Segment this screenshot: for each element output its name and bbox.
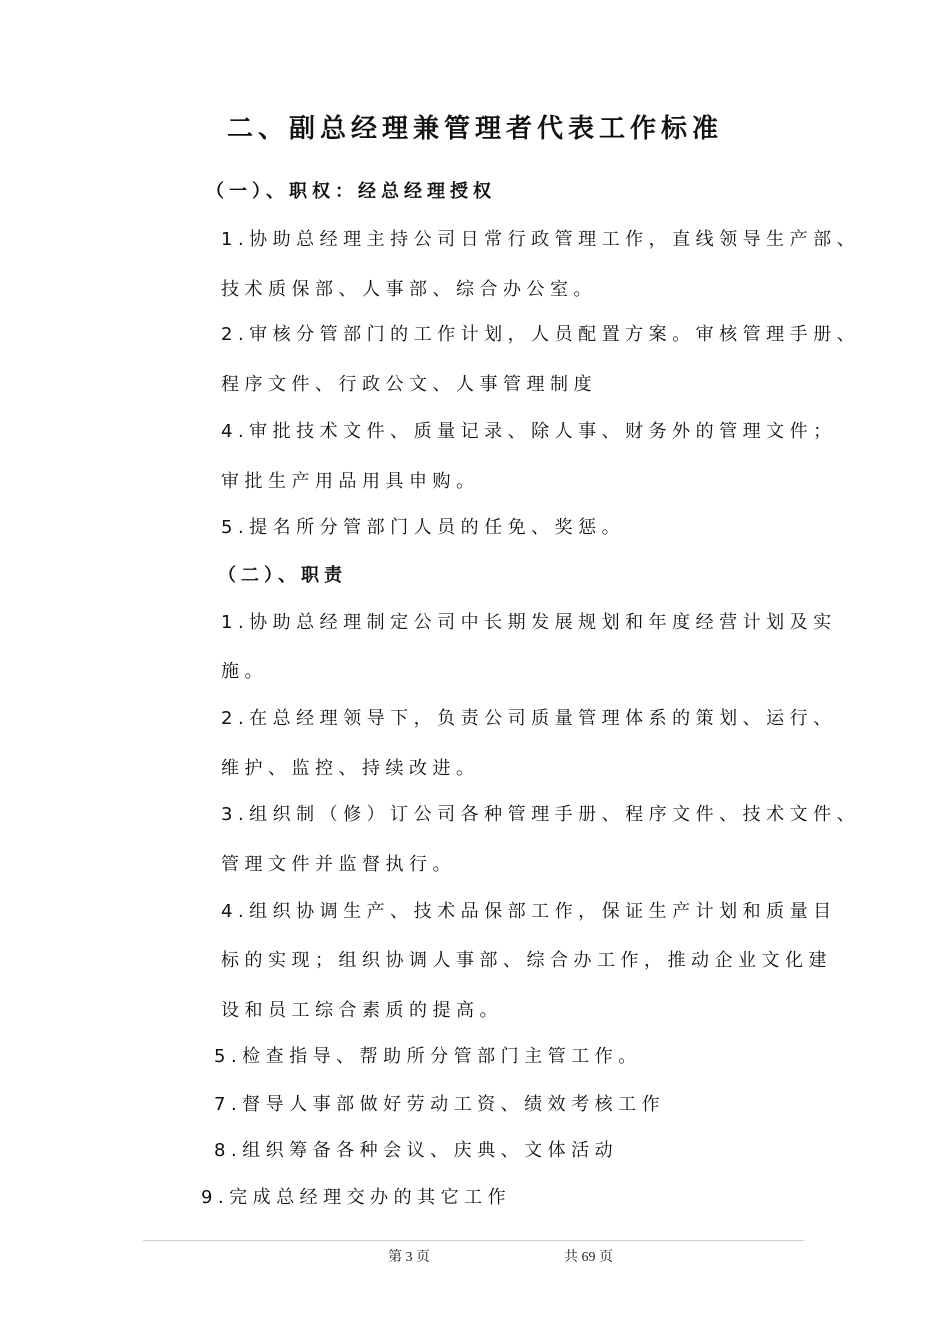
- section-heading-duties: （二）、职责: [218, 565, 347, 586]
- paragraph-line: 5.提名所分管部门人员的任免、奖惩。: [221, 517, 626, 538]
- paragraph-line: 标的实现；组织协调人事部、综合办工作，推动企业文化建: [221, 950, 832, 971]
- section-heading-authority: （一）、职权：经总经理授权: [206, 181, 496, 202]
- paragraph-line: 设和员工综合素质的提高。: [221, 1000, 503, 1021]
- paragraph-line: 施。: [221, 661, 268, 682]
- page-total: 共 69 页: [564, 1250, 613, 1265]
- page-title: 二、副总经理兼管理者代表工作标准: [226, 114, 723, 144]
- paragraph-line: 2.审核分管部门的工作计划，人员配置方案。审核管理手册、: [221, 324, 861, 345]
- paragraph-line: 1.协助总经理制定公司中长期发展规划和年度经营计划及实: [221, 612, 837, 633]
- footer-divider: [143, 1240, 804, 1241]
- paragraph-line: 8.组织筹备各种会议、庆典、文体活动: [214, 1140, 619, 1161]
- paragraph-line: 9.完成总经理交办的其它工作: [201, 1187, 512, 1208]
- paragraph-line: 4.组织协调生产、技术品保部工作，保证生产计划和质量目: [221, 901, 837, 922]
- paragraph-line: 维护、监控、持续改进。: [221, 758, 480, 779]
- paragraph-line: 程序文件、行政公文、人事管理制度: [221, 374, 597, 395]
- paragraph-line: 审批生产用品用具申购。: [221, 471, 480, 492]
- paragraph-line: 7.督导人事部做好劳动工资、绩效考核工作: [214, 1094, 666, 1115]
- paragraph-line: 4.审批技术文件、质量记录、除人事、财务外的管理文件；: [221, 421, 837, 442]
- page-number: 第 3 页: [388, 1250, 430, 1265]
- paragraph-line: 2.在总经理领导下，负责公司质量管理体系的策划、运行、: [221, 708, 837, 729]
- paragraph-line: 3.组织制（修）订公司各种管理手册、程序文件、技术文件、: [221, 804, 861, 825]
- paragraph-line: 管理文件并监督执行。: [221, 854, 456, 875]
- paragraph-line: 1.协助总经理主持公司日常行政管理工作，直线领导生产部、: [221, 229, 861, 250]
- paragraph-line: 技术质保部、人事部、综合办公室。: [221, 279, 597, 300]
- paragraph-line: 5.检查指导、帮助所分管部门主管工作。: [214, 1046, 642, 1067]
